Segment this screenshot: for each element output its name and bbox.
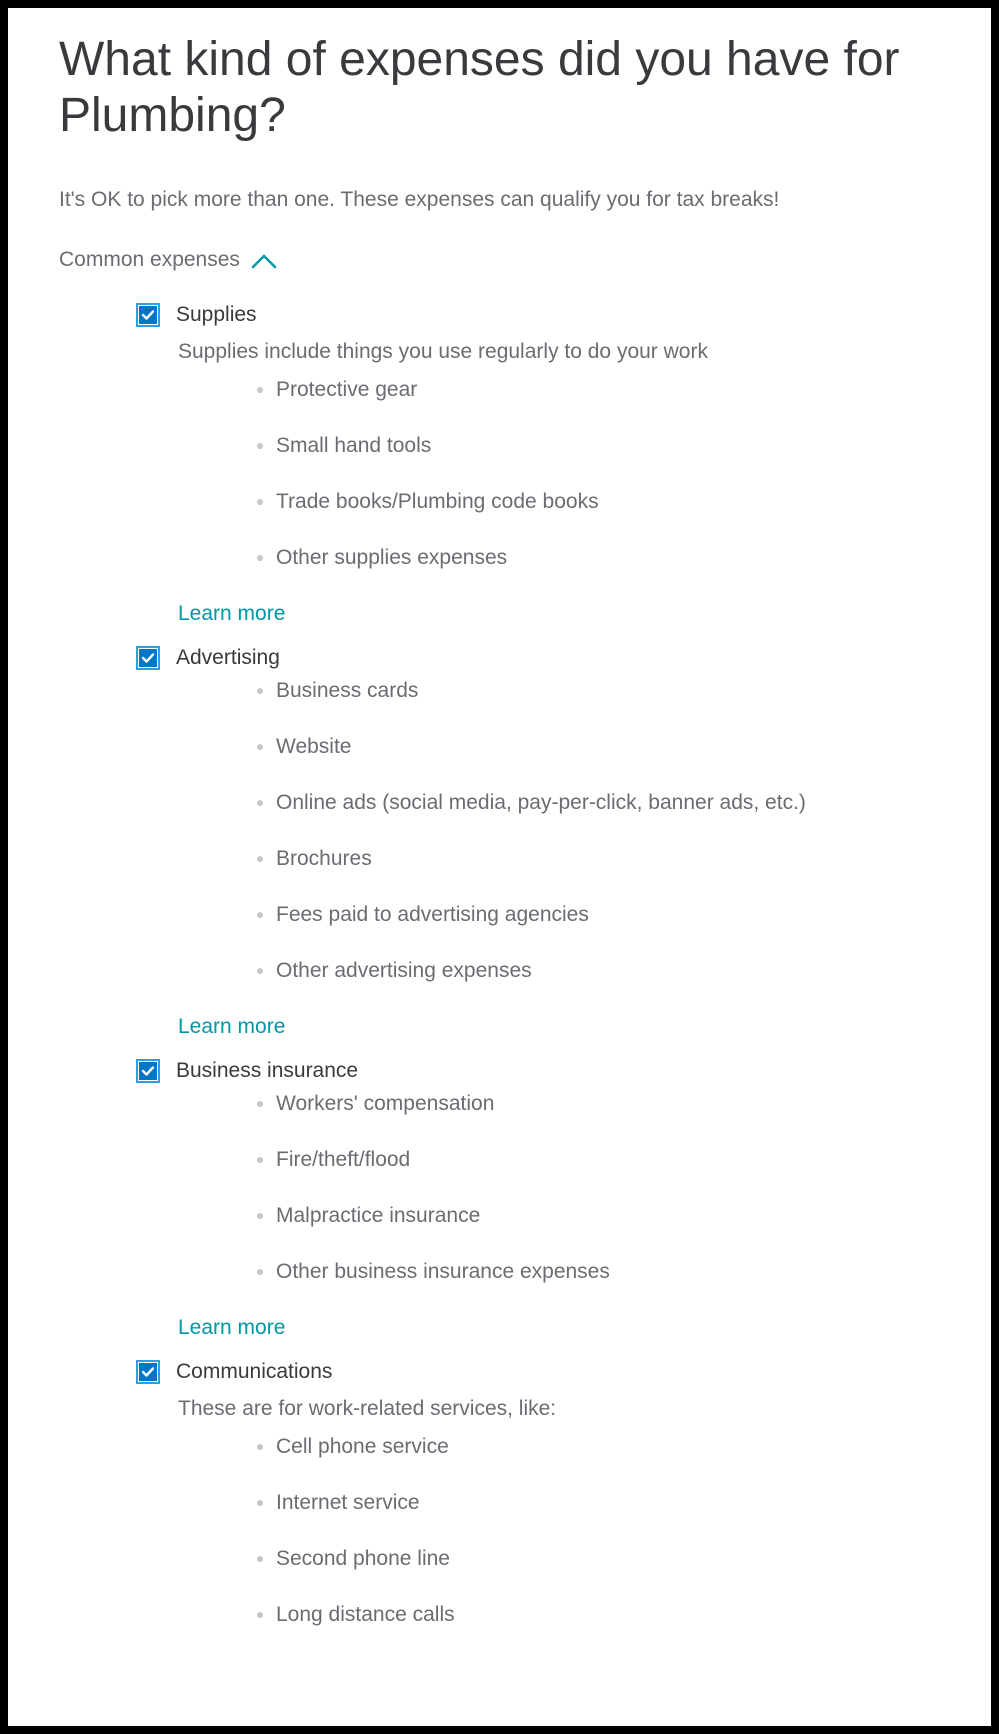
- bullet-dot-icon: [257, 555, 263, 561]
- list-item: [254, 902, 959, 958]
- bullet-text: Small hand tools: [276, 434, 432, 457]
- list-item: [254, 1203, 959, 1259]
- bullet-dot-icon: [257, 1500, 263, 1506]
- expense-item-head: [136, 640, 959, 676]
- supplies-checkbox[interactable]: [136, 303, 160, 327]
- business-insurance-checkbox[interactable]: [136, 1059, 160, 1083]
- bullet-text: Internet service: [276, 1491, 420, 1514]
- bullet-text: Trade books/Plumbing code books: [276, 490, 599, 513]
- list-item: [254, 678, 959, 734]
- expense-bullet-list: [178, 377, 959, 601]
- list-item: [254, 790, 959, 846]
- expense-item-description: These are for work-related services, like:: [178, 1397, 557, 1420]
- list-item: [254, 1602, 959, 1658]
- list-item: [254, 1091, 959, 1147]
- list-item: [254, 734, 959, 790]
- checkmark-icon: [139, 306, 157, 324]
- checkmark-icon: [139, 1062, 157, 1080]
- main-content: [59, 32, 959, 1671]
- expense-item-label[interactable]: Communications: [176, 1360, 333, 1383]
- bullet-dot-icon: [257, 499, 263, 505]
- learn-more-link[interactable]: Learn more: [178, 1316, 286, 1339]
- expense-item-body: [178, 339, 959, 627]
- expense-item-business-insurance: [136, 1053, 959, 1341]
- page-subtitle: It's OK to pick more than one. These expenses can qualify you for tax breaks!: [59, 188, 780, 211]
- list-item: [254, 1147, 959, 1203]
- bullet-text: Other advertising expenses: [276, 959, 532, 982]
- bullet-dot-icon: [257, 856, 263, 862]
- bullet-text: Business cards: [276, 679, 419, 702]
- expense-item-head: [136, 1354, 959, 1390]
- bullet-text: Website: [276, 735, 352, 758]
- bullet-dot-icon: [257, 912, 263, 918]
- bullet-dot-icon: [257, 1612, 263, 1618]
- bullet-dot-icon: [257, 744, 263, 750]
- list-item: [254, 1546, 959, 1602]
- bullet-text: Other business insurance expenses: [276, 1260, 610, 1283]
- list-item: [254, 1434, 959, 1490]
- learn-more-link[interactable]: Learn more: [178, 1015, 286, 1038]
- bullet-text: Cell phone service: [276, 1435, 449, 1458]
- chevron-up-icon: [250, 250, 278, 270]
- bullet-text: Online ads (social media, pay-per-click, banner ads, etc.): [276, 791, 806, 814]
- communications-checkbox[interactable]: [136, 1360, 160, 1384]
- bullet-text: Other supplies expenses: [276, 546, 508, 569]
- bullet-dot-icon: [257, 688, 263, 694]
- list-item: [254, 489, 959, 545]
- expense-item-body: [178, 1396, 959, 1658]
- expense-item-label[interactable]: Business insurance: [176, 1059, 359, 1082]
- expense-item-advertising: [136, 640, 959, 1040]
- advertising-checkbox[interactable]: [136, 646, 160, 670]
- list-item: [254, 846, 959, 902]
- bullet-text: Protective gear: [276, 378, 418, 401]
- list-item: [254, 1259, 959, 1315]
- checkmark-icon: [139, 1363, 157, 1381]
- bullet-text: Fees paid to advertising agencies: [276, 903, 589, 926]
- bullet-text: Fire/theft/flood: [276, 1148, 411, 1171]
- bullet-dot-icon: [257, 800, 263, 806]
- list-item: [254, 377, 959, 433]
- list-item: [254, 1490, 959, 1546]
- bullet-dot-icon: [257, 1444, 263, 1450]
- expense-item-communications: [136, 1354, 959, 1658]
- bullet-dot-icon: [257, 443, 263, 449]
- page-title: What kind of expenses did you have for Plumbing?: [59, 33, 900, 142]
- bullet-dot-icon: [257, 387, 263, 393]
- expense-item-description: Supplies include things you use regularly to do your work: [178, 340, 708, 363]
- expense-item-body: [178, 1091, 959, 1341]
- bullet-dot-icon: [257, 968, 263, 974]
- bullet-dot-icon: [257, 1213, 263, 1219]
- bullet-text: Long distance calls: [276, 1603, 455, 1626]
- bullet-dot-icon: [257, 1157, 263, 1163]
- bullet-dot-icon: [257, 1269, 263, 1275]
- common-expenses-toggle[interactable]: [59, 247, 959, 273]
- expense-item-head: [136, 297, 959, 333]
- bullet-dot-icon: [257, 1101, 263, 1107]
- page-frame: [8, 8, 991, 1726]
- bullet-dot-icon: [257, 1556, 263, 1562]
- list-item: [254, 958, 959, 1014]
- expense-item-label[interactable]: Supplies: [176, 303, 257, 326]
- expense-item-head: [136, 1053, 959, 1089]
- section-label: Common expenses: [59, 248, 240, 271]
- bullet-text: Brochures: [276, 847, 372, 870]
- checkmark-icon: [139, 649, 157, 667]
- expense-bullet-list: [178, 1091, 959, 1315]
- bullet-text: Workers' compensation: [276, 1092, 495, 1115]
- expense-bullet-list: [178, 678, 959, 1014]
- expense-item-body: [178, 678, 959, 1040]
- list-item: [254, 545, 959, 601]
- bullet-text: Malpractice insurance: [276, 1204, 481, 1227]
- learn-more-link[interactable]: Learn more: [178, 602, 286, 625]
- list-item: [254, 433, 959, 489]
- expense-item-label[interactable]: Advertising: [176, 646, 280, 669]
- expense-item-supplies: [136, 297, 959, 627]
- expense-bullet-list: [178, 1434, 959, 1658]
- expense-list: [136, 297, 959, 1658]
- bullet-text: Second phone line: [276, 1547, 450, 1570]
